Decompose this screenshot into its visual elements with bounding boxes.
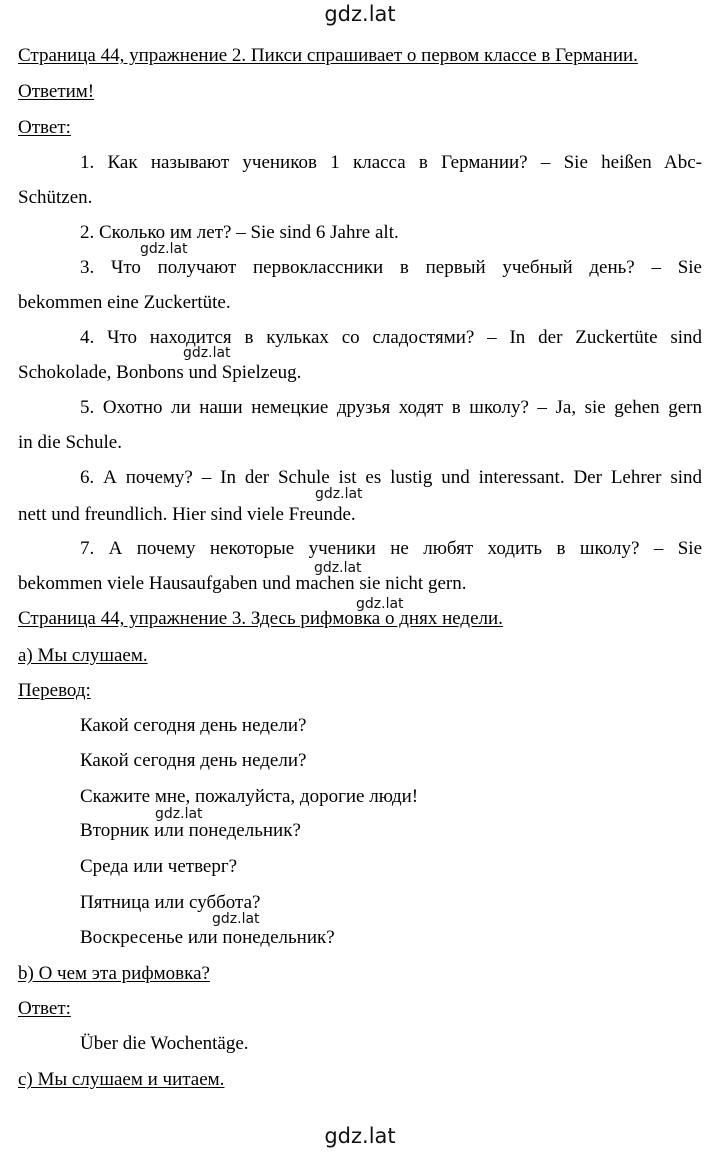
poem-line-4: Вторник или понедельник? (80, 820, 301, 841)
answer-item-6-cont: nett und freundlich. Hier sind viele Freunde. (18, 504, 356, 525)
poem-line-5: Среда или четверг? (80, 856, 238, 877)
answer-item-3: 3. Что получают первоклассники в первый учебный день? – Sie (80, 257, 702, 278)
poem-line-1: Какой сегодня день недели? (80, 715, 307, 736)
site-watermark-top: gdz.lat (324, 2, 396, 26)
watermark-inline: gdz.lat (212, 911, 260, 927)
poem-line-3: Скажите мне, пожалуйста, дорогие люди! (80, 786, 419, 807)
exercise-3-part-c: c) Мы слушаем и читаем. (18, 1069, 225, 1090)
watermark-inline: gdz.lat (356, 596, 404, 612)
answer-item-4-cont: Schokolade, Bonbons und Spielzeug. (18, 362, 302, 383)
answer-item-4: 4. Что находится в кульках со сладостями? – In der Zuckertüte sind (80, 327, 702, 348)
exercise-2-heading: Страница 44, упражнение 2. Пикси спрашивает о первом классе в Германии. (18, 45, 638, 66)
answer-item-5-cont: in die Schule. (18, 432, 122, 453)
exercise-3-answer: Über die Wochentäge. (80, 1033, 249, 1054)
watermark-inline: gdz.lat (314, 560, 362, 576)
poem-line-7: Воскресенье или понедельник? (80, 927, 335, 948)
translation-label: Перевод: (18, 680, 91, 701)
answer-item-2: 2. Сколько им лет? – Sie sind 6 Jahre alt. (80, 222, 399, 243)
exercise-3-part-b: b) О чем эта рифмовка? (18, 963, 210, 984)
exercise-3-answer-label: Ответ: (18, 998, 71, 1019)
poem-line-6: Пятница или суббота? (80, 892, 261, 913)
watermark-inline: gdz.lat (315, 486, 363, 502)
watermark-inline: gdz.lat (155, 806, 203, 822)
exercise-3-part-a: а) Мы слушаем. (18, 645, 148, 666)
exercise-3-heading: Страница 44, упражнение 3. Здесь рифмовка о днях недели. (18, 608, 503, 629)
answer-item-7-cont: bekommen viele Hausaufgaben und machen sie nicht gern. (18, 573, 467, 594)
answer-item-1: 1. Как называют учеников 1 класса в Германии? – Sie heißen Abc- (80, 152, 702, 173)
answer-item-1-cont: Schützen. (18, 187, 93, 208)
site-watermark-bottom: gdz.lat (324, 1124, 396, 1148)
poem-line-2: Какой сегодня день недели? (80, 750, 307, 771)
answer-item-5: 5. Охотно ли наши немецкие друзья ходят в школу? – Ja, sie gehen gern (80, 397, 702, 418)
answer-item-3-cont: bekommen eine Zuckertüte. (18, 292, 231, 313)
watermark-inline: gdz.lat (183, 345, 231, 361)
answer-item-6: 6. А почему? – In der Schule ist es lustig und interessant. Der Lehrer sind (80, 467, 702, 488)
watermark-inline: gdz.lat (140, 241, 188, 257)
answer-item-7: 7. А почему некоторые ученики не любят ходить в школу? – Sie (80, 538, 702, 559)
exercise-2-heading-cont: Ответим! (18, 81, 95, 102)
exercise-2-answer-label: Ответ: (18, 117, 71, 138)
